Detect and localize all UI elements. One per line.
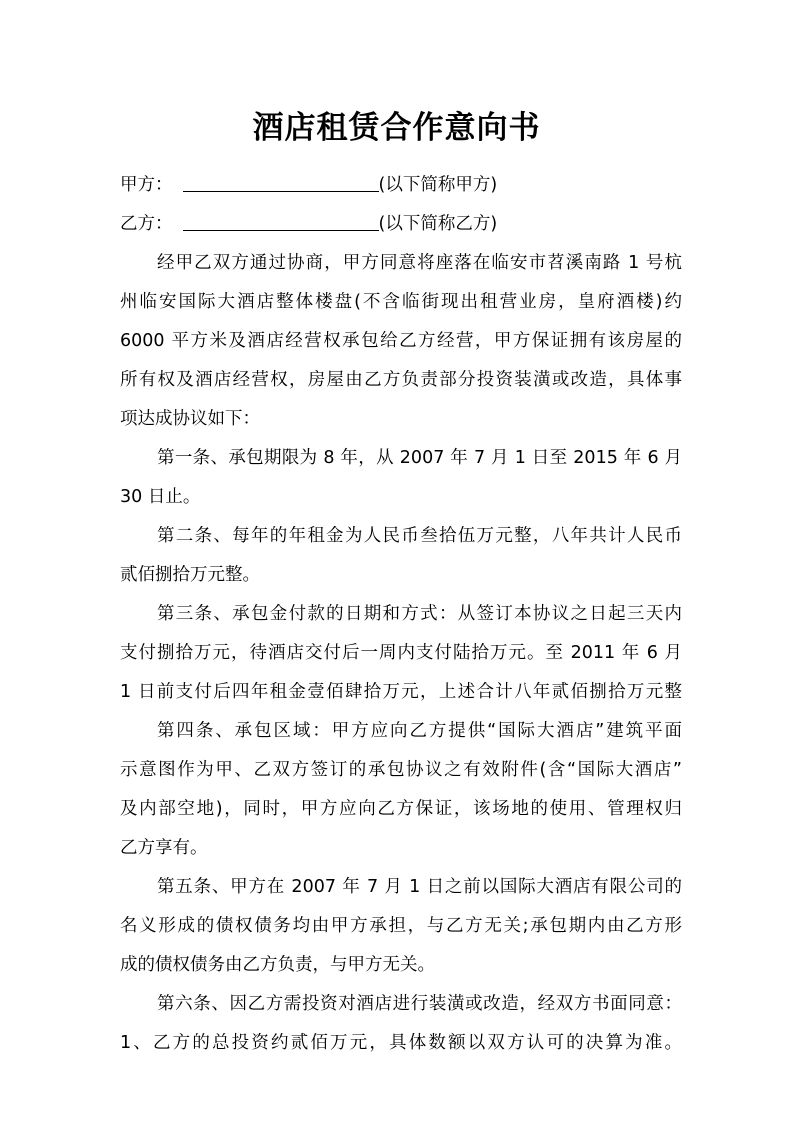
paragraph-line: 所有权及酒店经营权，房屋由乙方负责部分投资装潢或改造，具体事 xyxy=(120,370,682,390)
party-b-blank xyxy=(183,206,379,231)
paragraph-line: 1 日前支付后四年租金壹佰肆拾万元，上述合计八年贰佰捌拾万元整 xyxy=(120,682,682,702)
party-b-line xyxy=(120,205,682,244)
party-a-label: 甲方： xyxy=(120,175,173,195)
article-3 xyxy=(120,595,682,712)
paragraph-line: 第三条、承包金付款的日期和方式：从签订本协议之日起三天内 xyxy=(157,604,682,624)
paragraph-line: 第四条、承包区域：甲方应向乙方提供“国际大酒店”建筑平面 xyxy=(157,721,682,741)
party-a-suffix: (以下简称甲方) xyxy=(378,175,498,195)
article-4 xyxy=(120,712,682,868)
party-b-label: 乙方： xyxy=(120,214,173,234)
article-1 xyxy=(120,439,682,517)
document-body xyxy=(120,166,682,1063)
document-title: 酒店租赁合作意向书 xyxy=(252,110,541,146)
paragraph-line: 第六条、因乙方需投资对酒店进行装潢或改造，经双方书面同意： xyxy=(157,994,682,1014)
party-b-suffix: (以下简称乙方) xyxy=(378,214,498,234)
paragraph-line: 州临安国际大酒店整体楼盘(不含临街现出租营业房，皇府酒楼)约 xyxy=(120,292,682,312)
paragraph-line: 1、乙方的总投资约贰佰万元，具体数额以双方认可的决算为准。 xyxy=(120,1033,682,1053)
paragraph-line: 支付捌拾万元，待酒店交付后一周内支付陆拾万元。至 2011 年 6 月 xyxy=(120,643,682,663)
paragraph-line: 经甲乙双方通过协商，甲方同意将座落在临安市苕溪南路 1 号杭 xyxy=(157,253,682,273)
party-a-blank xyxy=(183,167,379,192)
paragraph-line: 第五条、甲方在 2007 年 7 月 1 日之前以国际大酒店有限公司的 xyxy=(157,877,682,897)
paragraph-line: 贰佰捌拾万元整。 xyxy=(120,565,260,585)
paragraph-line: 30 日止。 xyxy=(120,487,201,507)
party-a-line xyxy=(120,166,682,205)
paragraph-line: 第二条、每年的年租金为人民币叁拾伍万元整，八年共计人民币 xyxy=(157,526,682,546)
article-2 xyxy=(120,517,682,595)
paragraph-line: 示意图作为甲、乙双方签订的承包协议之有效附件(含“国际大酒店” xyxy=(120,760,682,780)
paragraph-line: 及内部空地)，同时，甲方应向乙方保证，该场地的使用、管理权归 xyxy=(120,799,682,819)
paragraph-line: 名义形成的债权债务均由甲方承担，与乙方无关;承包期内由乙方形 xyxy=(120,916,682,936)
article-5 xyxy=(120,868,682,985)
paragraph-line: 6000 平方米及酒店经营权承包给乙方经营，甲方保证拥有该房屋的 xyxy=(120,331,682,351)
article-6 xyxy=(120,985,682,1063)
paragraph-line: 第一条、承包期限为 8 年，从 2007 年 7 月 1 日至 2015 年 6 月 xyxy=(157,448,682,468)
paragraph-line: 项达成协议如下： xyxy=(120,409,260,429)
paragraph-intro xyxy=(120,244,682,439)
paragraph-line: 成的债权债务由乙方负责，与甲方无关。 xyxy=(120,955,435,975)
paragraph-line: 乙方享有。 xyxy=(120,838,208,858)
